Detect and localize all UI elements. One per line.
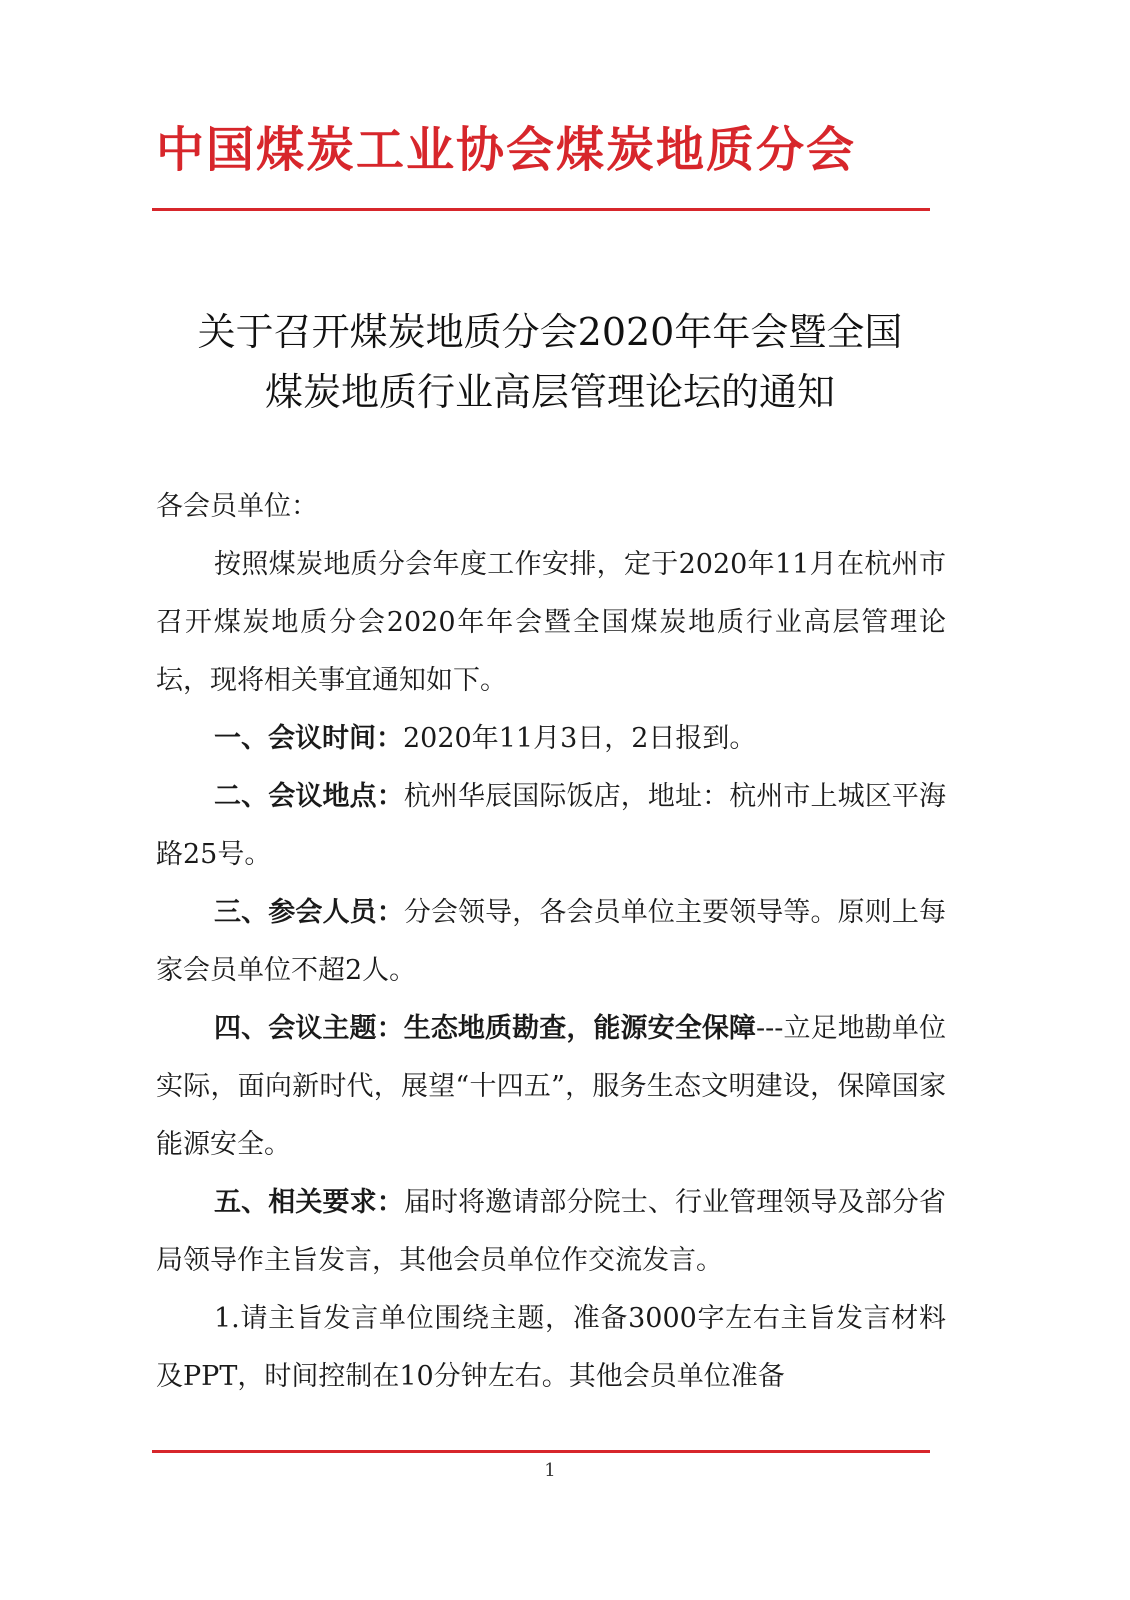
item-attendees <box>156 884 946 1000</box>
intro-paragraph: 按照煤炭地质分会年度工作安排，定于2020年11月在杭州市召开煤炭地质分会2020年年会暨全国煤炭地质行业高层管理论坛，现将相关事宜通知如下。 <box>156 549 946 696</box>
item-text: 2020年11月3日，2日报到。 <box>403 723 757 754</box>
item-text: 届时将邀请部分院士、行业管理领导及部分省局领导作主旨发言，其他会员单位作交流发言。 <box>156 1187 947 1276</box>
title-line-2: 煤炭地质行业高层管理论坛的通知 <box>264 370 835 414</box>
item-label: 一、会议时间： <box>214 723 403 754</box>
footer-red-rule <box>152 1450 930 1453</box>
title-line-1: 关于召开煤炭地质分会2020年年会暨全国 <box>197 310 903 354</box>
item-meeting-time <box>156 710 946 768</box>
item-requirements <box>156 1174 946 1290</box>
requirement-item-1: 1.请主旨发言单位围绕主题，准备3000字左右主旨发言材料及PPT，时间控制在10分钟左右。其他会员单位准备 <box>156 1303 946 1392</box>
item-label: 二、会议地点： <box>214 781 404 812</box>
letterhead-red-rule <box>152 208 930 211</box>
item-label: 三、参会人员： <box>214 897 404 928</box>
item-text: ---立足地勘单位实际，面向新时代，展望“十四五”，服务生态文明建设，保障国家能源安全。 <box>156 1013 947 1160</box>
item-text: 杭州华辰国际饭店，地址：杭州市上城区平海路25号。 <box>156 781 947 870</box>
document-title <box>150 302 950 422</box>
salutation: 各会员单位： <box>156 491 318 522</box>
item-text: 分会领导，各会员单位主要领导等。原则上每家会员单位不超2人。 <box>156 897 947 986</box>
document-body <box>156 478 946 1406</box>
theme-emphasis: 生态地质勘查，能源安全保障 <box>403 1013 757 1044</box>
page-number: 1 <box>544 1460 556 1481</box>
item-label: 五、相关要求： <box>214 1187 404 1218</box>
item-meeting-venue <box>156 768 946 884</box>
item-meeting-theme <box>156 1000 946 1174</box>
letterhead-org-name: 中国煤炭工业协会煤炭地质分会 <box>156 122 857 178</box>
item-label: 四、会议主题： <box>214 1013 404 1044</box>
